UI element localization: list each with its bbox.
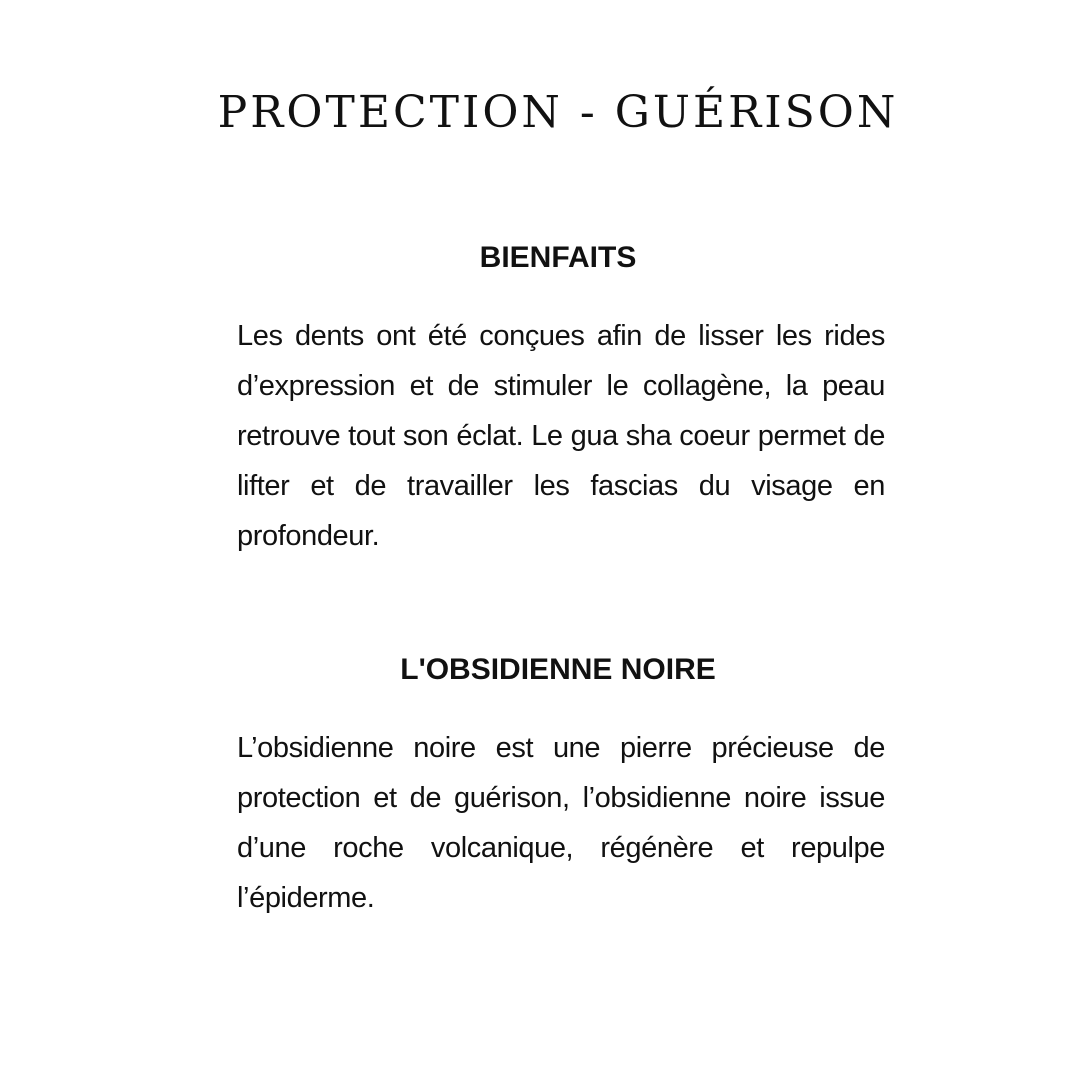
section-heading-bienfaits: BIENFAITS — [479, 241, 637, 274]
section-text-obsidienne: L’obsidienne noire est une pierre précieuse de protection et de guérison, l’obsidienne noire issue d’une roche volcanique, régénère et repulpe l’épiderme. — [237, 732, 885, 914]
page-title: PROTECTION - GUÉRISON — [217, 87, 899, 138]
section-text-bienfaits: Les dents ont été conçues afin de lisser les rides d’expression et de stimuler le collagène, la peau retrouve tout son éclat. Le gua sha coeur permet de lifter et de travailler les fascias du visage en profondeur. — [237, 320, 885, 552]
section-heading-obsidienne: L'OBSIDIENNE NOIRE — [400, 653, 716, 686]
